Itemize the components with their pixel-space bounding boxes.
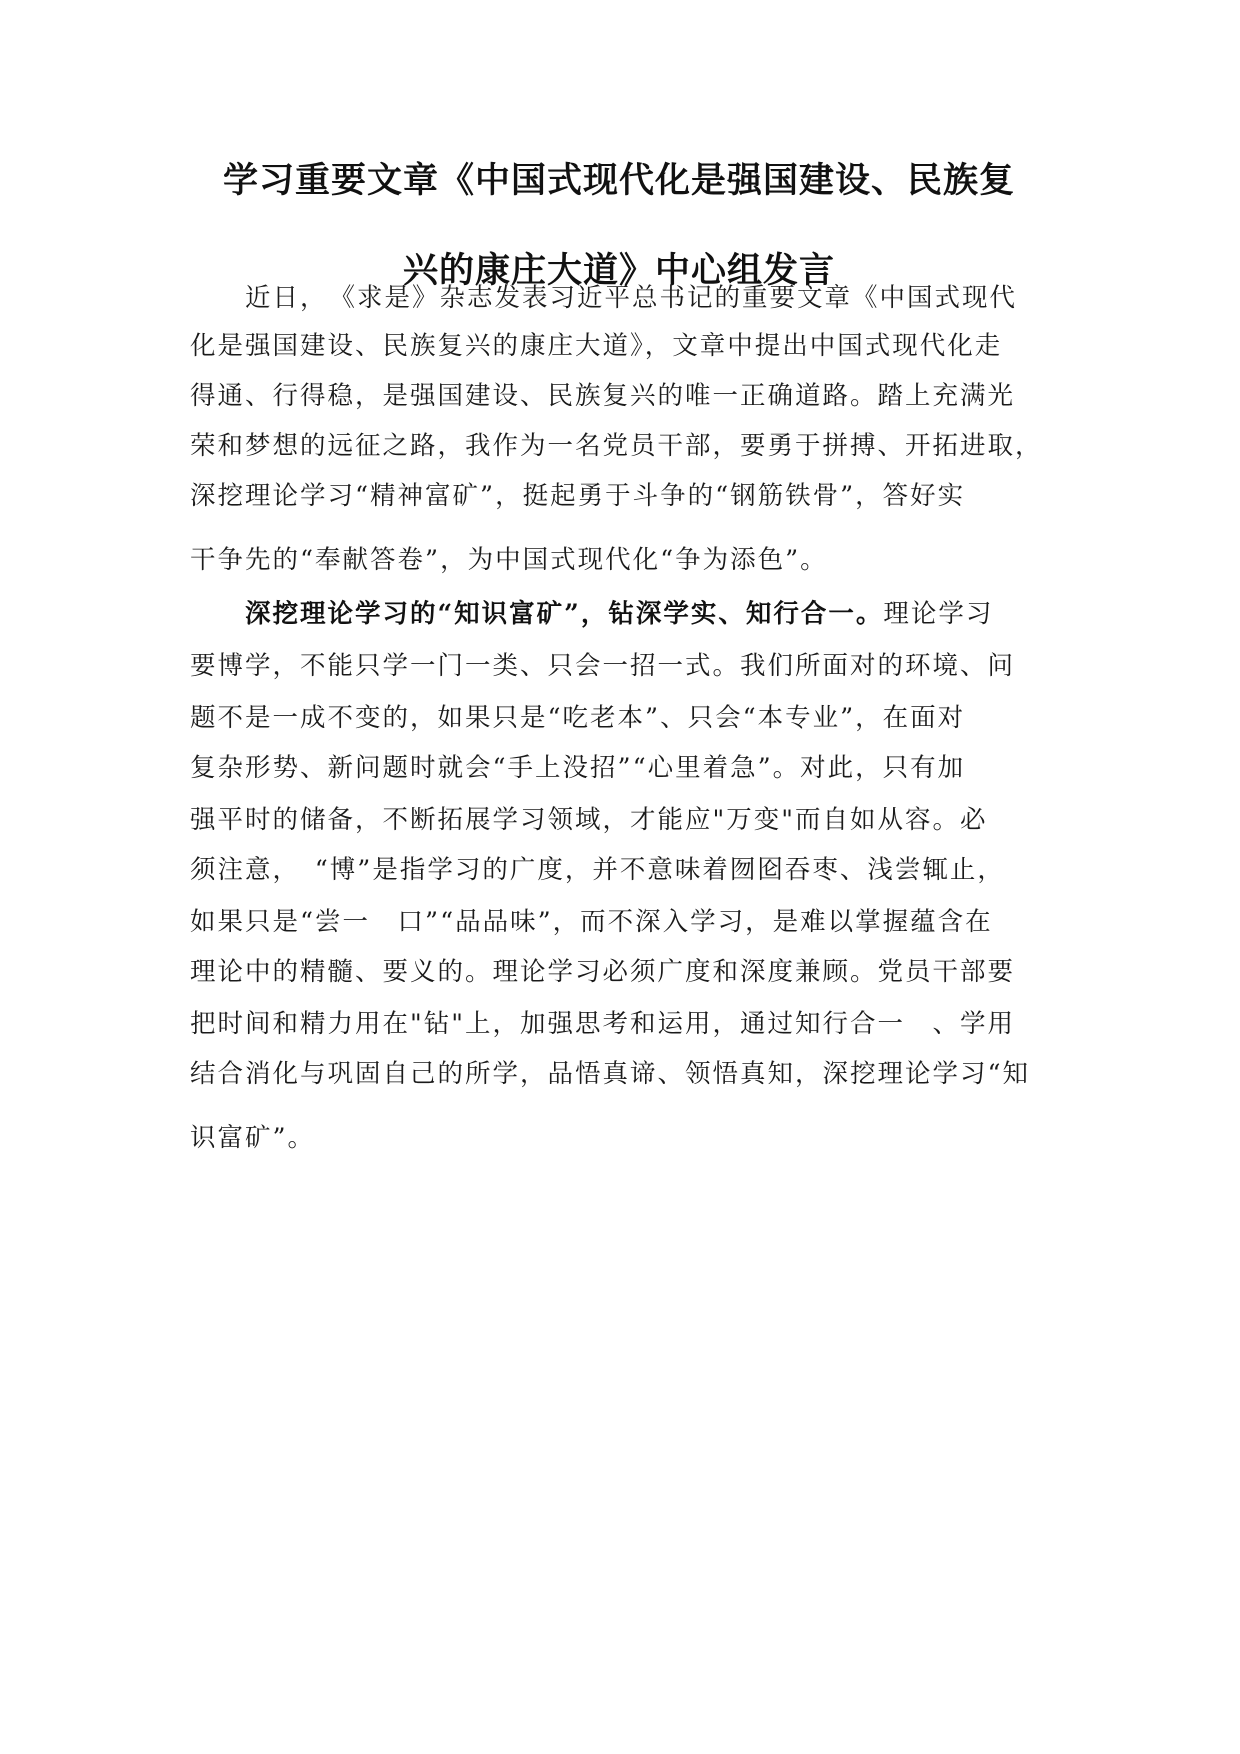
paragraph-1-line-2: 化是强国建设、民族复兴的康庄大道》，文章中提出中国式现代化走	[190, 331, 1003, 361]
paragraph-1-line-6: 干争先的“奉献答卷”，为中国式现代化“争为添色”。	[190, 545, 828, 575]
paragraph-2-line-6: 须注意， “博”是指学习的广度，并不意味着囫囵吞枣、浅尝辄止，	[190, 855, 1005, 885]
paragraph-1-line-4: 荣和梦想的远征之路，我作为一名党员干部，要勇于拼搏、开拓进取，	[190, 431, 1043, 461]
paragraph-1-line-1: 近日， 《求是》杂志发表习近平总书记的重要文章《中国式现代	[190, 283, 1018, 313]
paragraph-2-lead-tail: 理论学习	[883, 599, 994, 629]
paragraph-2-line-10: 结合消化与巩固自己的所学，品悟真谛、领悟真知，深挖理论学习“知	[190, 1059, 1031, 1089]
paragraph-2-line-1	[190, 594, 1050, 630]
document-title-line-2: 兴的康庄大道》中心组发言	[402, 251, 835, 291]
document-title-line-1: 学习重要文章《中国式现代化是强国建设、民族复	[222, 161, 1015, 201]
paragraph-2-line-3: 题不是一成不变的，如果只是“吃老本”、只会“本专业”，在面对	[190, 703, 966, 733]
paragraph-2-line-9: 把时间和精力用在"钻"上，加强思考和运用，通过知行合一 、学用	[190, 1009, 1015, 1039]
paragraph-2-lead-heading: 深挖理论学习的“知识富矿”，钻深学实、知行合一。	[190, 599, 884, 629]
paragraph-2-line-8: 理论中的精髓、要义的。理论学习必须广度和深度兼顾。党员干部要	[190, 957, 1016, 987]
paragraph-2-line-5: 强平时的储备，不断拓展学习领域，才能应"万变"而自如从容。必	[190, 805, 988, 835]
paragraph-2-line-4: 复杂形势、新问题时就会“手上没招”“心里着急”。对此，只有加	[190, 753, 966, 783]
paragraph-1-line-5: 深挖理论学习“精神富矿”，挺起勇于斗争的“钢筋铁骨”，答好实	[190, 481, 966, 511]
paragraph-1-line-3: 得通、行得稳，是强国建设、民族复兴的唯一正确道路。踏上充满光	[190, 381, 1016, 411]
paragraph-2-line-2: 要博学，不能只学一门一类、只会一招一式。我们所面对的环境、问	[190, 651, 1016, 681]
paragraph-2-line-7: 如果只是“尝一 口”“品品味”，而不深入学习，是难以掌握蕴含在	[190, 907, 993, 937]
paragraph-2-line-11: 识富矿”。	[190, 1123, 316, 1153]
